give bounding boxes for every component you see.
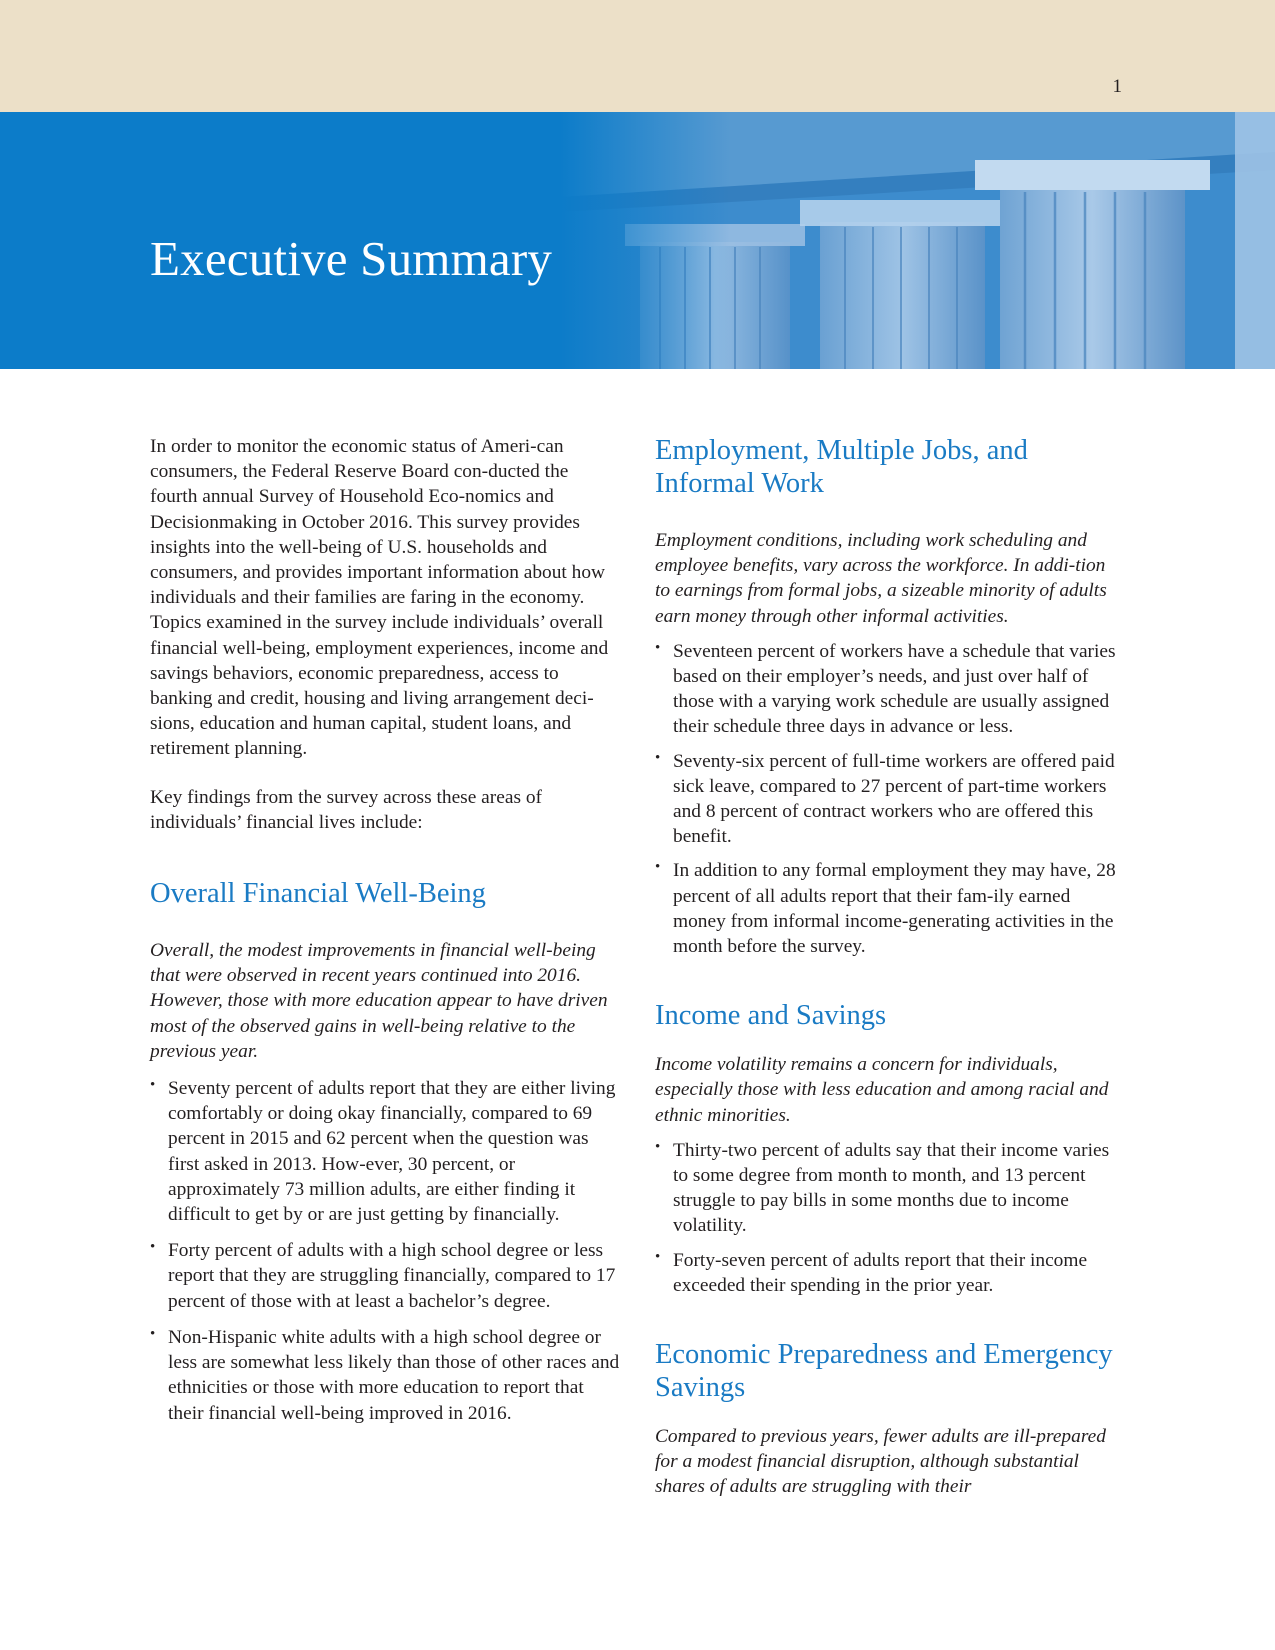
list-item: • In addition to any formal employment they may have, 28 percent of all adults report that their fam-ily earned money from informal income-generating activities in the month before the survey. (655, 858, 1125, 959)
left-column (150, 434, 620, 1426)
bullet-list (655, 639, 1125, 959)
section-heading: Income and Savings (655, 1000, 887, 1032)
page-title: Executive Summary (150, 231, 553, 286)
list-item: • Thirty-two percent of adults say that their income varies to some degree from month to month, and 13 percent struggle to pay bills in some months due to income volatility. (655, 1138, 1125, 1239)
right-column (655, 434, 1125, 1500)
key-findings-paragraph: Key findings from the survey across these areas of individuals’ financial lives include: (150, 786, 542, 833)
section-intro: Employment conditions, including work scheduling and employee benefits, vary across the workforce. In addi-tion to earnings from formal jobs, a sizeable minority of adults earn money through other informal activities. (655, 530, 1107, 627)
section-heading: Employment, Multiple Jobs, and Informal Work (655, 435, 1028, 499)
section-intro: Compared to previous years, fewer adults are ill-prepared for a modest financial disruption, although substantial shares of adults are struggling with their (655, 1426, 1106, 1498)
list-item: • Seventy percent of adults report that they are either living comfortably or doing okay financially, compared to 69 percent in 2015 and 62 percent when the question was first asked in 2013. How-ever, 30 percent, or approximately 73 million adults, are either finding it difficult to get by or are just getting by financially. (150, 1076, 620, 1227)
list-item: • Seventy-six percent of full-time workers are offered paid sick leave, compared to 27 percent of part-time workers and 8 percent of contract workers who are offered this benefit. (655, 749, 1125, 850)
list-item: • Forty percent of adults with a high school degree or less report that they are struggling financially, compared to 17 percent of those with at least a bachelor’s degree. (150, 1238, 620, 1314)
section-intro: Income volatility remains a concern for individuals, especially those with less education and among racial and ethnic minorities. (655, 1054, 1109, 1126)
top-band (0, 0, 1275, 112)
section-intro: Overall, the modest improvements in financial well-being that were observed in recent years continued into 2016. However, those with more education appear to have driven most of the observed gains in well-being relative to the previous year. (150, 940, 608, 1062)
page-number: 1 (1112, 76, 1122, 97)
list-item: • Seventeen percent of workers have a schedule that varies based on their employer’s needs, and just over half of those with a varying work schedule are usually assigned their schedule three days in advance or less. (655, 639, 1125, 740)
list-item: • Non-Hispanic white adults with a high school degree or less are somewhat less likely than those of other races and ethnicities or those with more education to report that their financial well-being improved in 2016. (150, 1325, 620, 1426)
bullet-list (150, 1076, 620, 1426)
bullet-list (655, 1138, 1125, 1298)
intro-paragraph: In order to monitor the economic status of Ameri-can consumers, the Federal Reserve Board con-ducted the fourth annual Survey of Household Eco-nomics and Decisionmaking in October 2016. This survey provides insights into the well-being of U.S. households and consumers, and provides important information about how individuals and their families are faring in the economy. Topics examined in the survey include individuals’ overall financial well-being, employment experiences, income and savings behaviors, economic preparedness, access to banking and credit, housing and living arrangement deci-sions, education and human capital, student loans, and retirement planning. (150, 436, 609, 760)
section-heading: Overall Financial Well-Being (150, 878, 486, 910)
title-banner (0, 112, 1275, 369)
section-heading: Economic Preparedness and Emergency Savings (655, 1339, 1113, 1404)
list-item: • Forty-seven percent of adults report that their income exceeded their spending in the prior year. (655, 1248, 1125, 1298)
